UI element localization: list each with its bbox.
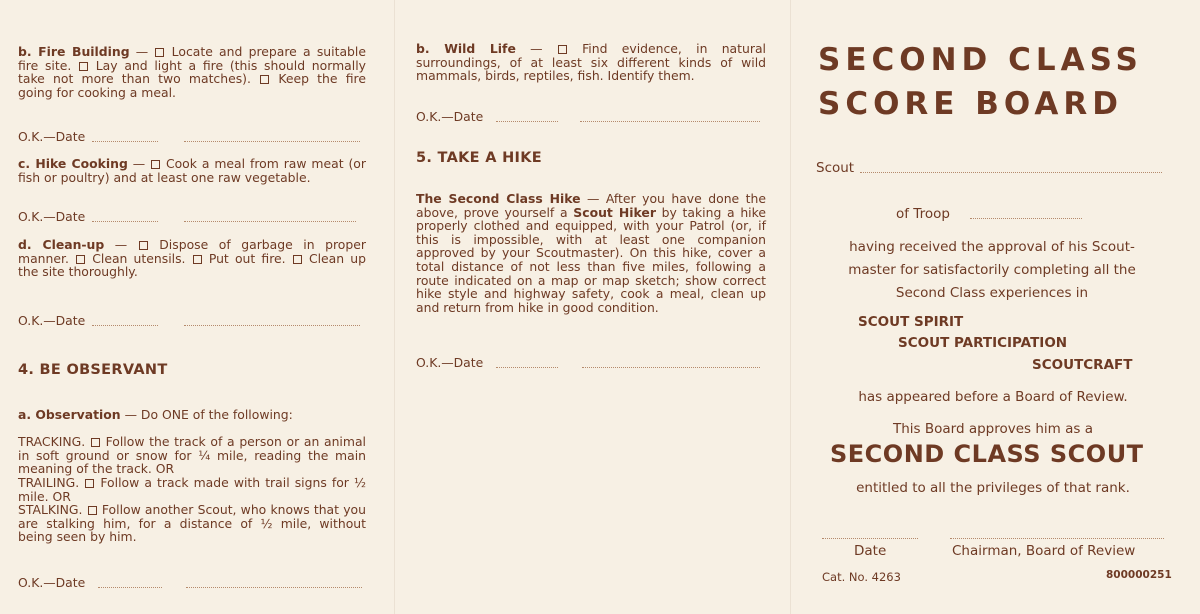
fold-line-right xyxy=(790,0,791,614)
scout-hiker-text: Scout Hiker xyxy=(573,204,656,220)
date-line[interactable] xyxy=(580,121,760,122)
fire-building-lead: b. Fire Building xyxy=(18,44,130,59)
tracking-item xyxy=(18,435,366,476)
cleanup-item: d. Clean-up — Dispose of garbage in proper manner. Clean utensils. Put out fire. Clean up the site thoroughly. xyxy=(18,237,366,280)
privileges-text: entitled to all the privileges of that rank. xyxy=(856,480,1130,496)
hike-text-1: After you have done the above, prove yourself a xyxy=(416,191,766,220)
rank-title: SECOND CLASS SCOUT xyxy=(830,440,1144,468)
checkbox[interactable] xyxy=(79,62,88,71)
ok-date-row xyxy=(18,210,366,226)
date-line[interactable] xyxy=(582,367,760,368)
chairman-label: Chairman, Board of Review xyxy=(952,543,1136,559)
ok-date-label: O.K.—Date xyxy=(416,109,484,124)
tracking-lead: TRACKING. xyxy=(18,434,86,449)
checkbox[interactable] xyxy=(91,438,100,447)
trailing-text: Follow a track made with trail signs for ½ mile. OR xyxy=(18,475,366,504)
ok-date-label: O.K.—Date xyxy=(416,355,484,370)
hike-lead: The Second Class Hike xyxy=(416,191,581,206)
troop-number-line[interactable] xyxy=(970,218,1082,219)
area-scoutcraft: SCOUTCRAFT xyxy=(1032,357,1133,373)
cleanup-text-4: Clean up the site thoroughly. xyxy=(18,250,366,280)
ok-date-row xyxy=(18,314,366,330)
be-observant-heading: 4. BE OBSERVANT xyxy=(18,362,168,378)
checkbox[interactable] xyxy=(260,75,269,84)
fire-building-item: b. Fire Building — Locate and prepare a suitable fire site. Lay and light a fire (this should normally take not more than two matches). Keep the fire going for cooking a meal. xyxy=(18,44,366,100)
area-scout-participation: SCOUT PARTICIPATION xyxy=(898,335,1068,351)
cleanup-text-3: Put out fire. xyxy=(208,250,286,266)
chairman-signature-line[interactable] xyxy=(950,538,1164,539)
initials-line[interactable] xyxy=(92,325,158,326)
fire-building-text-2: Lay and light a fire (this should normally take not more than two matches). xyxy=(18,57,366,87)
approval-line-2: master for satisfactorily completing all the xyxy=(848,262,1136,278)
checkbox[interactable] xyxy=(151,160,160,169)
observation-text: Do ONE of the following: xyxy=(140,407,293,422)
initials-line[interactable] xyxy=(98,587,162,588)
stalking-item xyxy=(18,503,366,544)
stalking-lead: STALKING. xyxy=(18,502,83,517)
hike-cooking-item: c. Hike Cooking — Cook a meal from raw meat (or fish or poultry) and at least one raw vegetable. xyxy=(18,156,366,185)
date-line[interactable] xyxy=(184,141,360,142)
ok-date-row xyxy=(416,356,766,372)
cleanup-lead: d. Clean-up xyxy=(18,237,105,252)
wild-life-text: Find evidence, in natural surroundings, of at least six different kinds of wild mammals, birds, reptiles, fish. Identify them. xyxy=(416,41,766,84)
hike-item: The Second Class Hike — After you have done the above, prove yourself a Scout Hiker by taking a hike properly clothed and equipped, with your Patrol (or, if this is impossible, with at least one companion approved by your Scoutmaster). On this hike, cover a total distance of not less than five miles, following a route indicated on a map or map sketch; show correct hike style and highway safety, cook a meal, clean up and return from hike in good condition. xyxy=(416,191,766,315)
troop-label: of Troop xyxy=(896,206,950,222)
checkbox[interactable] xyxy=(155,48,164,57)
ok-date-row xyxy=(416,110,766,126)
date-label: Date xyxy=(854,543,887,559)
title-line-2: SCORE BOARD xyxy=(818,86,1124,122)
ok-date-row xyxy=(18,130,366,146)
hike-cooking-lead: c. Hike Cooking xyxy=(18,156,128,171)
wild-life-lead: b. Wild Life xyxy=(416,41,516,56)
ok-date-label: O.K.—Date xyxy=(18,129,86,144)
ok-date-label: O.K.—Date xyxy=(18,209,86,224)
checkbox[interactable] xyxy=(76,255,85,264)
wild-life-item: b. Wild Life — Find evidence, in natural surroundings, of at least six different kinds of wild mammals, birds, reptiles, fish. Identify them. xyxy=(416,41,766,84)
tracking-text: Follow the track of a person or an animal in soft ground or snow for ¼ mile, reading the main meaning of the track. OR xyxy=(18,434,366,477)
approval-text xyxy=(818,236,1166,305)
checkbox[interactable] xyxy=(193,255,202,264)
ok-date-label: O.K.—Date xyxy=(18,313,86,328)
serial-number: 800000251 xyxy=(1106,569,1172,581)
date-line[interactable] xyxy=(186,587,362,588)
date-signature-line[interactable] xyxy=(822,538,918,539)
checkbox[interactable] xyxy=(293,255,302,264)
checkbox[interactable] xyxy=(85,479,94,488)
catalog-number: Cat. No. 4263 xyxy=(822,570,901,584)
ok-date-row xyxy=(18,576,366,592)
score-board-title xyxy=(818,38,1178,126)
approves-text: This Board approves him as a xyxy=(892,421,1093,437)
date-line[interactable] xyxy=(184,325,360,326)
cleanup-text-1: Dispose of garbage in proper manner. xyxy=(18,237,366,266)
fire-building-text-1: Locate and prepare a suitable fire site. xyxy=(18,44,366,73)
cleanup-text-2: Clean utensils. xyxy=(92,250,186,266)
approval-line-3: Second Class experiences in xyxy=(895,285,1089,301)
checkbox[interactable] xyxy=(88,506,97,515)
trailing-lead: TRAILING. xyxy=(18,475,80,490)
observation-item: a. Observation — Do ONE of the following: xyxy=(18,407,293,422)
checkbox[interactable] xyxy=(558,45,567,54)
take-a-hike-heading: 5. TAKE A HIKE xyxy=(416,150,542,166)
left-panel xyxy=(18,0,366,614)
initials-line[interactable] xyxy=(92,141,158,142)
scout-name-line[interactable] xyxy=(860,172,1162,173)
initials-line[interactable] xyxy=(92,221,158,222)
stalking-text: Follow another Scout, who knows that you are stalking him, for a distance of ½ mile, without being seen by him. xyxy=(18,502,366,545)
checkbox[interactable] xyxy=(139,241,148,250)
initials-line[interactable] xyxy=(496,367,558,368)
middle-panel xyxy=(416,0,766,614)
hike-text-2: by taking a hike properly clothed and equipped, with your Patrol (or, if this is impossible, with at least one companion approved by your Scoutmaster). On this hike, cover a total distance of not less than five miles, following a route indicated on a map or map sketch; show correct hike style and highway safety, cook a meal, clean up and return from hike in good condition. xyxy=(416,204,766,315)
hike-cooking-text: Cook a meal from raw meat (or fish or poultry) and at least one raw vegetable. xyxy=(18,156,366,185)
approval-line-1: having received the approval of his Scout- xyxy=(849,239,1135,255)
observation-lead: a. Observation xyxy=(18,407,121,422)
fold-line-left xyxy=(394,0,395,614)
right-panel xyxy=(800,0,1190,614)
date-line[interactable] xyxy=(184,221,356,222)
appeared-text: has appeared before a Board of Review. xyxy=(858,389,1128,405)
area-scout-spirit: SCOUT SPIRIT xyxy=(858,314,964,330)
scout-label: Scout xyxy=(816,160,855,176)
fire-building-text-3: Keep the fire going for cooking a meal. xyxy=(18,71,366,100)
trailing-item xyxy=(18,476,366,503)
initials-line[interactable] xyxy=(496,121,558,122)
title-line-1: SECOND CLASS xyxy=(818,42,1143,78)
ok-date-label: O.K.—Date xyxy=(18,575,86,590)
